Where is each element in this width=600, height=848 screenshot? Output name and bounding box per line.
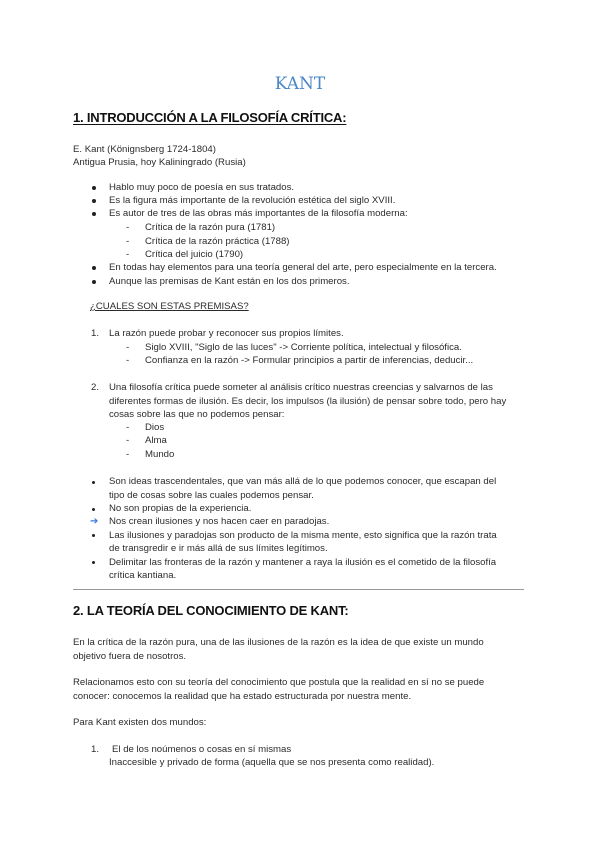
note-line: de transgredir e ir más allá de sus límites legítimos.: [109, 543, 328, 554]
note-line: tipo de cosas sobre las cuales podemos pensar.: [109, 490, 314, 501]
paragraph-line: Relacionamos esto con su teoría del conocimiento que postula que la realidad en sí no se puede: [73, 677, 485, 688]
dash-marker: -: [126, 236, 130, 247]
dash-marker: -: [126, 435, 130, 446]
section-divider: [73, 589, 524, 590]
paragraph-line: Para Kant existen dos mundos:: [73, 717, 207, 728]
bullet-item: Hablo muy poco de poesía en sus tratados.: [109, 182, 295, 193]
dash-marker: -: [126, 249, 130, 260]
premise-text-line: Una filosofía crítica puede someter al análisis crítico nuestras creencias y salvarnos de las: [109, 382, 493, 393]
section1-heading-text: 1. INTRODUCCIÓN A LA FILOSOFÍA CRÍTICA:: [73, 110, 347, 125]
premise-text-line: cosas sobre las que no podemos pensar:: [109, 409, 285, 420]
bullet-dot: [92, 481, 95, 484]
bullet-item: Aunque las premisas de Kant están en los dos primeros.: [109, 276, 350, 287]
work-item: Crítica de la razón práctica (1788): [145, 236, 290, 247]
bullet-dot: [92, 199, 96, 203]
dash-marker: -: [126, 355, 130, 366]
premise-sub: Dios: [145, 422, 165, 433]
note-line: No son propias de la experiencia.: [109, 503, 252, 514]
section1-heading: [73, 110, 346, 125]
note-line: Son ideas trascendentales, que van más allá de lo que podemos conocer, que escapan del: [109, 476, 497, 487]
premise-sub: Alma: [145, 435, 167, 446]
place-line: Antigua Prusia, hoy Kaliningrado (Rusia): [73, 157, 246, 168]
dash-marker: -: [126, 449, 130, 460]
premise-text-line: diferentes formas de ilusión. Es decir, los impulsos (la ilusión) de pensar sobre todo, pero hay: [109, 396, 507, 407]
bullet-item: En todas hay elementos para una teoría general del arte, pero especialmente en la tercera.: [109, 262, 497, 273]
dash-marker: -: [126, 222, 130, 233]
note-line: Delimitar las fronteras de la razón y mantener a raya la ilusión es el cometido de la filosofía: [109, 557, 497, 568]
bullet-dot: [92, 186, 96, 190]
bullet-dot: [92, 266, 96, 270]
work-item: Crítica del juicio (1790): [145, 249, 244, 260]
premise-sub: Mundo: [145, 449, 175, 460]
document-title: KANT: [274, 74, 326, 94]
note-line: Nos crean ilusiones y nos hacen caer en paradojas.: [109, 516, 330, 527]
author-line: E. Kant (Könignsberg 1724-1804): [73, 144, 216, 155]
note-line: crítica kantiana.: [109, 570, 177, 581]
bullet-dot: [92, 212, 96, 216]
bullet-dot: [92, 561, 95, 564]
section2-heading: 2. LA TEORÍA DEL CONOCIMIENTO DE KANT:: [73, 603, 349, 618]
note-line: Las ilusiones y paradojas son producto de la misma mente, esto significa que la razón trata: [109, 530, 497, 541]
dash-marker: -: [126, 342, 130, 353]
premise-text: La razón puede probar y reconocer sus propios límites.: [109, 328, 344, 339]
work-item: Crítica de la razón pura (1781): [145, 222, 276, 233]
bullet-item: Es autor de tres de las obras más importantes de la filosofía moderna:: [109, 208, 408, 219]
bullet-dot: [92, 508, 95, 511]
world-title: El de los noúmenos o cosas en sí mismas: [112, 744, 292, 755]
world-desc: Inaccesible y privado de forma (aquella que se nos presenta como realidad).: [109, 757, 435, 768]
premises-heading: ¿CUALES SON ESTAS PREMISAS?: [90, 301, 249, 312]
right-arrow-icon: ➔: [90, 516, 99, 527]
bullet-item: Es la figura más importante de la revolución estética del siglo XVIII.: [109, 195, 396, 206]
paragraph-line: conocer: conocemos la realidad que ha estado estructurada por nuestra mente.: [73, 691, 412, 702]
bullet-dot: [92, 280, 96, 284]
premise-sub: Siglo XVIII, "Siglo de las luces" -> Corriente política, intelectual y filosófica.: [145, 342, 462, 353]
list-number: 2.: [91, 382, 100, 393]
paragraph-line: En la crítica de la razón pura, una de las ilusiones de la razón es la idea de que existe un mundo: [73, 637, 484, 648]
paragraph-line: objetivo fuera de nosotros.: [73, 651, 187, 662]
bullet-dot: [92, 534, 95, 537]
dash-marker: -: [126, 422, 130, 433]
premise-sub: Confianza en la razón -> Formular principios a partir de inferencias, deducir...: [145, 355, 474, 366]
list-number: 1.: [91, 328, 100, 339]
list-number: 1.: [91, 744, 100, 755]
